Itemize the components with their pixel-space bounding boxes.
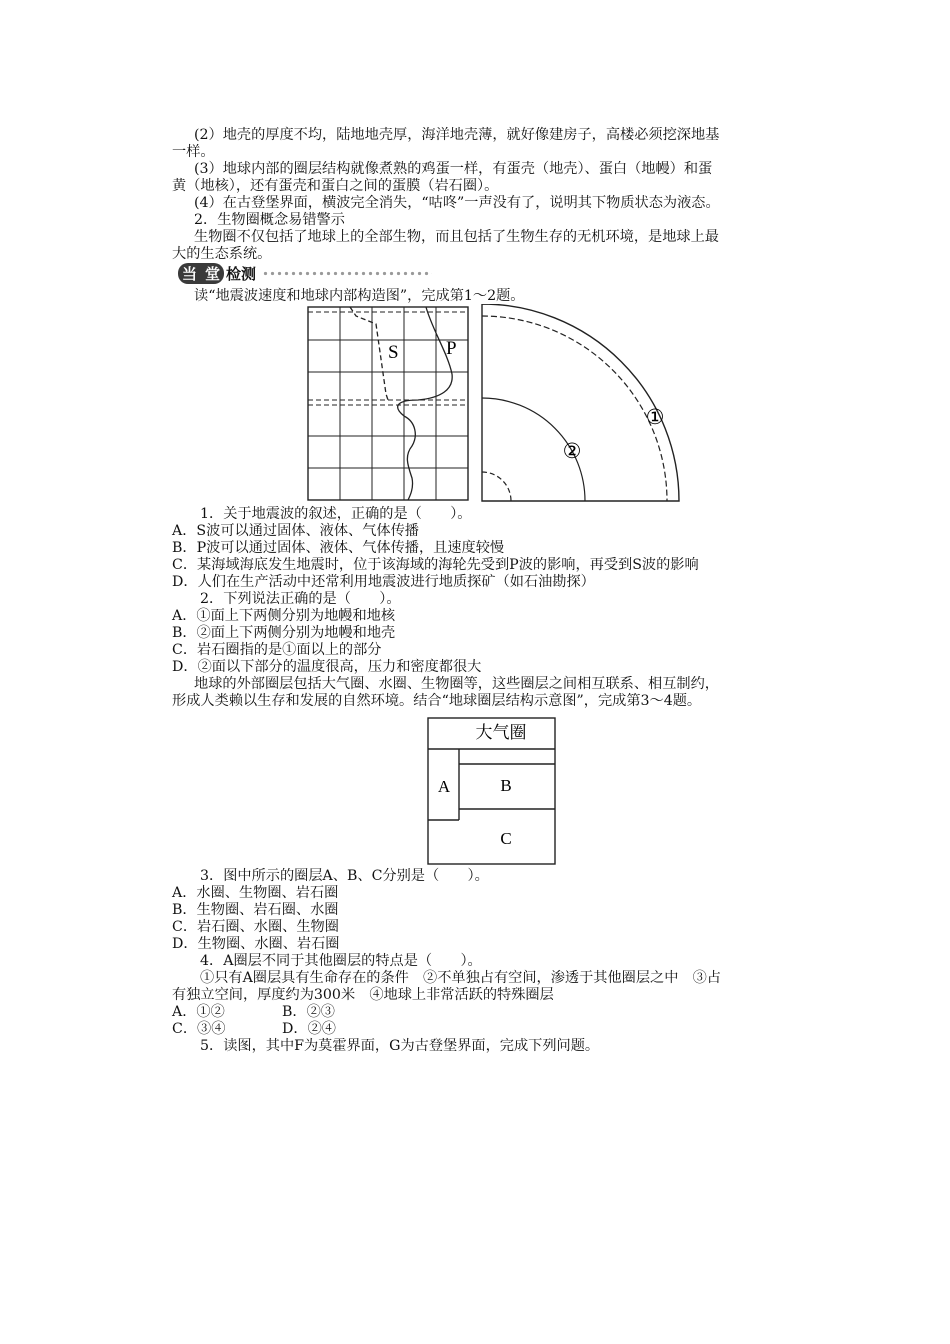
intro-q3-4-line2: 形成人类赖以生存和发展的自然环境。结合“地球圈层结构示意图”，完成第3～4题。 [172,693,702,709]
interface-1-label: ① [645,405,665,429]
seismic-figure [300,304,690,504]
p-wave-curve [398,307,452,500]
q1-option-d: D．人们在生产活动中还常利用地震波进行地质探矿（如石油勘探） [172,574,595,590]
earth-interior-quadrant [482,304,679,501]
heading-badge [178,263,224,284]
q4-option-d: D．②④ [282,1021,336,1037]
p-wave-label: P [446,338,457,359]
q3-option-b: B．生物圈、岩石圈、水圈 [172,902,339,918]
q2-option-b: B．②面上下两侧分别为地幔和地壳 [172,625,396,641]
section-2-line2: 大的生态系统。 [172,246,272,262]
note-item-3-line2: 黄（地核），还有蛋壳和蛋白之间的蛋膜（岩石圈）。 [172,178,499,194]
wave-speed-grid [308,307,468,500]
s-wave-curve [350,307,388,400]
heading-dotted-rule [262,268,432,278]
section-heading [178,262,432,284]
sphere-a-label: A [437,777,451,796]
interface-2-label: ② [562,439,582,463]
q3-option-a: A．水圈、生物圈、岩石圈 [172,885,339,901]
intro-q1-2: 读“地震波速度和地球内部构造图”，完成第1～2题。 [194,288,525,304]
q2-option-a: A．①面上下两侧分别为地幔和地核 [172,608,396,624]
note-item-4: (4）在古登堡界面，横波完全消失，“咕咚”一声没有了，说明其下物质状态为液态。 [194,195,720,211]
q4-statements-line1: ①只有A圈层具有生命存在的条件 ②不单独占有空间，渗透于其他圈层之中 ③占 [200,970,721,986]
q2-stem: 2．下列说法正确的是（ ）。 [200,591,401,607]
s-wave-label: S [388,342,399,363]
q3-option-d: D．生物圈、水圈、岩石圈 [172,936,340,952]
q4-option-a: A．①② [172,1004,225,1020]
q4-option-b: B．②③ [282,1004,335,1020]
q2-option-d: D．②面以下部分的温度很高，压力和密度都很大 [172,659,482,675]
q1-option-c: C．某海域海底发生地震时，位于该海域的海轮先受到P波的影响，再受到S波的影响 [172,557,699,573]
note-item-2-line1: (2）地壳的厚度不均，陆地地壳厚，海洋地壳薄，就好像建房子，高楼必须挖深地基 [194,127,720,143]
q2-option-c: C．岩石圈指的是①面以上的部分 [172,642,382,658]
sphere-c-label: C [500,829,512,848]
section-2-title: 2．生物圈概念易错警示 [194,212,345,228]
q3-option-c: C．岩石圈、水圈、生物圈 [172,919,339,935]
q4-statements-line2: 有独立空间，厚度约为300米 ④地球上非常活跃的特殊圈层 [172,987,554,1003]
atmosphere-label: 大气圈 [475,723,527,742]
section-2-line1: 生物圈不仅包括了地球上的全部生物，而且包括了生物生存的无机环境，是地球上最 [194,229,719,245]
heading-char-2: 堂 [201,263,224,284]
q4-option-c: C．③④ [172,1021,226,1037]
heading-text: 检测 [226,264,257,283]
q1-option-b: B．P波可以通过固体、液体、气体传播，且速度较慢 [172,540,505,556]
intro-q3-4-line1: 地球的外部圈层包括大气圈、水圈、生物圈等，这些圈层之间相互联系、相互制约， [194,676,719,692]
sphere-structure-figure [426,716,558,866]
q3-stem: 3．图中所示的圈层A、B、C分别是（ ）。 [200,868,489,884]
q4-stem: 4．A圈层不同于其他圈层的特点是（ ）。 [200,953,482,969]
q1-option-a: A．S波可以通过固体、液体、气体传播 [172,523,419,539]
note-item-3-line1: (3）地球内部的圈层结构就像煮熟的鸡蛋一样，有蛋壳（地壳）、蛋白（地幔）和蛋 [194,161,713,177]
q5-stem: 5．读图，其中F为莫霍界面，G为古登堡界面，完成下列问题。 [200,1038,600,1054]
note-item-2-line2: 一样。 [172,144,215,160]
sphere-b-label: B [500,776,512,795]
heading-char-1: 当 [178,263,201,284]
q1-stem: 1．关于地震波的叙述，正确的是（ ）。 [200,506,472,522]
